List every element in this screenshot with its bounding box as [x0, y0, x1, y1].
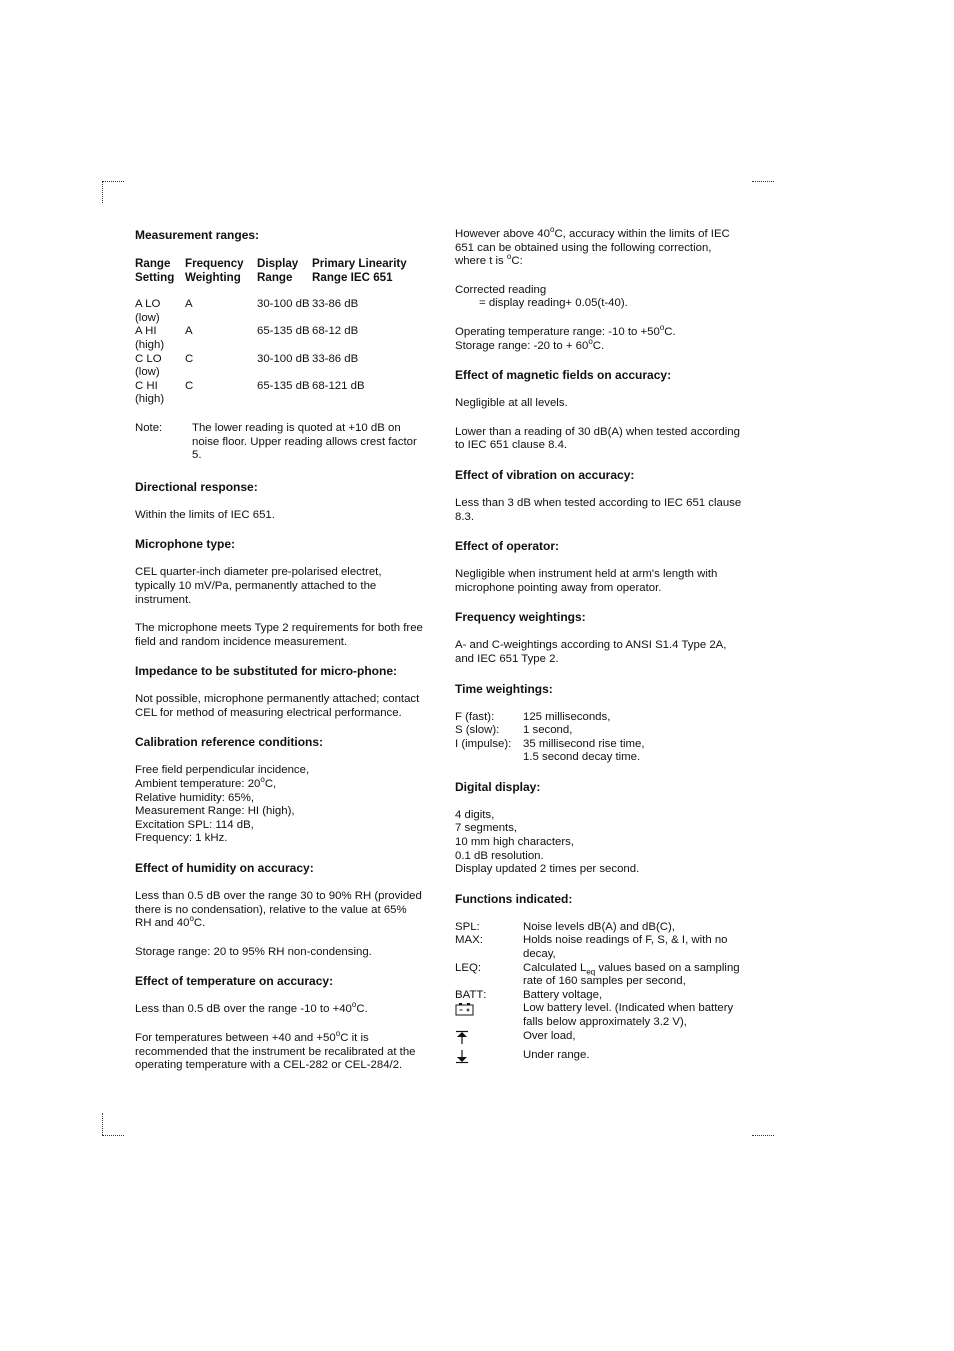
degree-mark: o	[549, 225, 555, 235]
text: Ambient temperature: 20	[135, 778, 261, 791]
term	[455, 751, 523, 765]
calibration-heading: Calibration reference conditions:	[135, 735, 324, 750]
frequency-weightings-text: A- and C-weightings according to ANSI S1.4 Type 2A, and IEC 651 Type 2.	[455, 639, 727, 665]
definition: Low battery level. (Indicated when battery falls below approximately 3.2 V),	[523, 1002, 734, 1028]
right-column	[455, 225, 745, 1069]
microphone-text-2: The microphone meets Type 2 requirements for both free field and random incidence measurement.	[135, 622, 423, 648]
measurement-heading: Measurement ranges:	[135, 228, 260, 242]
small-caps-text: EQ	[461, 961, 478, 974]
table-cell: 65-135 dB	[257, 325, 310, 338]
text: C it is recommended that the instrument be recalibrated at the operating temperature with a CEL-282 or CEL-284/2.	[135, 1032, 416, 1072]
text: L	[455, 961, 462, 974]
list-item	[455, 724, 745, 738]
measurement-table-body	[135, 298, 425, 407]
list-item	[455, 1049, 745, 1069]
time-weightings-list	[455, 711, 745, 765]
text: :	[476, 920, 480, 933]
text: :	[483, 988, 487, 1001]
text: Storage range: -20 to + 60	[455, 339, 589, 352]
text: M	[455, 934, 465, 947]
crop-mark-bottom-right-h	[752, 1135, 774, 1136]
directional-heading: Directional response:	[135, 479, 258, 494]
function-term-max	[455, 934, 523, 961]
humidity-text-2: Storage range: 20 to 95% RH non-condensing.	[135, 945, 372, 958]
function-term-spl	[455, 921, 523, 935]
list-item	[455, 738, 745, 752]
text: C.	[664, 325, 676, 338]
text: C.	[592, 339, 605, 352]
list-item	[455, 1030, 745, 1050]
operator-heading: Effect of operator:	[455, 539, 560, 554]
humidity-text-1	[135, 890, 425, 931]
col-header-weighting: Weighting	[185, 270, 241, 284]
impedance-heading: Impedance to be substituted for micro-phone:	[135, 664, 398, 679]
text: S	[455, 920, 463, 933]
table-cell: 33-86 dB	[312, 352, 359, 365]
calibration-conditions	[135, 764, 425, 846]
small-caps-text: PL	[195, 818, 210, 831]
overload-icon	[455, 1030, 523, 1050]
definition	[523, 962, 745, 989]
list-item	[455, 921, 745, 935]
definition: 125 milliseconds,	[523, 710, 611, 723]
temperature-correction-text	[455, 225, 745, 269]
degree-mark: o	[588, 336, 593, 346]
text: : 114 dB,	[209, 818, 254, 831]
impedance-text: Not possible, microphone permanently attached; contact CEL for method of measuring electrical performance.	[135, 693, 420, 719]
directional-text: Within the limits of IEC 651.	[135, 508, 275, 521]
microphone-heading: Microphone type:	[135, 537, 236, 552]
term: S (slow):	[455, 724, 500, 737]
list-item	[455, 934, 745, 961]
crop-mark-bottom-left-v	[102, 1113, 103, 1135]
text: C,	[264, 778, 277, 791]
crop-mark-top-right-h	[752, 181, 774, 182]
temperature-text-1	[135, 1000, 425, 1017]
table-cell: C LO (low)	[135, 352, 162, 379]
magnetic-text-2: Lower than a reading of 30 dB(A) when tested according to IEC 651 clause 8.4.	[455, 425, 740, 452]
calibration-line: Free field perpendicular incidence,	[135, 764, 310, 777]
term: I (impulse):	[455, 737, 512, 750]
list-item	[455, 962, 745, 989]
term: F (fast):	[455, 710, 495, 723]
measurement-note	[135, 422, 425, 463]
storage-range	[455, 336, 745, 354]
underrange-icon	[455, 1049, 523, 1069]
magnetic-heading: Effect of magnetic fields on accuracy:	[455, 368, 672, 383]
digital-display-list	[455, 809, 745, 877]
list-item	[455, 1002, 745, 1029]
calibration-line	[135, 775, 425, 792]
subscript: eq	[586, 966, 596, 976]
list-item: Display updated 2 times per second.	[455, 863, 640, 876]
degree-mark: o	[351, 1000, 357, 1010]
small-caps-text: ATT	[462, 988, 484, 1001]
table-cell: 33-86 dB	[312, 298, 359, 311]
microphone-text-1: CEL quarter-inch diameter pre-polarised electret, typically 10 mV/Pa, permanently attached to the instrument.	[135, 566, 382, 606]
col-header-range: Range	[135, 257, 171, 270]
text: For temperatures between +40 and +50	[135, 1032, 336, 1044]
text: :	[479, 934, 483, 947]
vibration-heading: Effect of vibration on accuracy:	[455, 467, 635, 482]
table-row	[135, 325, 425, 352]
battery-icon-svg	[455, 1002, 475, 1016]
text: Calculated L	[523, 961, 587, 974]
left-column	[135, 228, 425, 1088]
corrected-reading	[455, 284, 745, 311]
text: C:	[511, 255, 523, 268]
list-item: 10 mm high characters,	[455, 836, 575, 849]
table-cell: A	[185, 298, 193, 311]
definition: Under range.	[523, 1049, 590, 1062]
table-cell: 30-100 dB	[257, 298, 310, 311]
crop-mark-bottom-left-h	[102, 1135, 124, 1136]
text: C.	[356, 1003, 368, 1016]
col-header-range2: Range	[257, 270, 293, 284]
table-cell: 68-12 dB	[312, 325, 359, 338]
table-row	[135, 353, 425, 380]
vibration-text: Less than 3 dB when tested according to IEC 651 clause 8.3.	[455, 496, 742, 523]
list-item: 4 digits,	[455, 808, 495, 821]
text: Operating temperature range: -10 to +50	[455, 325, 660, 338]
definition: Holds noise readings of F, S, & I, with no decay,	[523, 934, 728, 961]
definition: 1 second,	[523, 724, 573, 737]
table-cell: 65-135 dB	[257, 379, 310, 392]
function-term-batt	[455, 989, 523, 1003]
temperature-ranges	[455, 323, 745, 353]
battery-icon	[455, 1002, 523, 1029]
small-caps-text: PL	[462, 920, 477, 933]
functions-list	[455, 921, 745, 1069]
col-header-iec: Range IEC 651	[312, 270, 393, 284]
calibration-line: Measurement Range: HI (high),	[135, 805, 295, 818]
definition: 1.5 second decay time.	[523, 751, 641, 764]
note-label: Note:	[135, 421, 163, 434]
table-row	[135, 298, 425, 325]
table-cell: C HI (high)	[135, 379, 165, 406]
time-weightings-heading: Time weightings:	[455, 681, 553, 696]
definition: Over load,	[523, 1029, 576, 1042]
col-header-frequency: Frequency	[185, 257, 244, 270]
definition: Noise levels dB(A) and dB(C),	[523, 920, 675, 933]
overload-icon-svg	[455, 1030, 469, 1045]
list-item	[455, 989, 745, 1003]
small-caps-text: AX	[464, 934, 480, 947]
text: :	[477, 961, 481, 974]
list-item	[455, 711, 745, 725]
degree-mark: o	[260, 775, 265, 785]
table-row	[135, 380, 425, 407]
crop-mark-top-left-h	[102, 181, 124, 182]
humidity-heading: Effect of humidity on accuracy:	[135, 861, 314, 876]
degree-mark: o	[189, 914, 194, 924]
text: C.	[193, 917, 206, 930]
underrange-icon-svg	[455, 1049, 469, 1064]
calibration-line	[135, 819, 425, 833]
text: Less than 0.5 dB over the range 30 to 90% RH (provided there is no condensation), relative to the value at 65% RH and 40	[135, 890, 422, 930]
list-item	[455, 751, 745, 765]
crop-mark-top-left-v	[102, 181, 103, 203]
table-cell: C	[185, 352, 194, 365]
table-cell: 30-100 dB	[257, 352, 310, 365]
measurement-table-header	[135, 257, 425, 284]
table-cell: A	[185, 325, 193, 338]
correction-formula: = display reading+ 0.05(t-40).	[479, 297, 628, 310]
table-cell: A HI (high)	[135, 325, 165, 351]
table-cell: A LO (low)	[135, 298, 161, 324]
magnetic-text-1: Negligible at all levels.	[455, 397, 568, 410]
calibration-line: Frequency: 1 kHz.	[135, 832, 228, 845]
list-item: 7 segments,	[455, 822, 518, 835]
col-header-linearity: Primary Linearity	[312, 257, 407, 270]
text: Excitation S	[135, 818, 196, 831]
note-text: The lower reading is quoted at +10 dB on noise floor. Upper reading allows crest factor 5.	[192, 421, 417, 462]
text: values based on a sampling rate of 160 samples per second,	[523, 961, 740, 988]
corrected-label: Corrected reading	[455, 283, 547, 296]
table-cell: 68-121 dB	[312, 379, 365, 392]
table-cell: C	[185, 379, 194, 392]
calibration-line: Relative humidity: 65%,	[135, 791, 255, 804]
digital-display-heading: Digital display:	[455, 779, 541, 794]
text: However above 40	[455, 228, 550, 240]
definition: 35 millisecond rise time,	[523, 737, 645, 750]
functions-heading: Functions indicated:	[455, 891, 573, 906]
col-header-display: Display	[257, 257, 299, 270]
text: C, accuracy within the limits of IEC 651 can be obtained using the following correction, where t is	[455, 228, 730, 268]
operating-range	[455, 323, 745, 340]
col-header-setting: Setting	[135, 270, 175, 284]
frequency-weightings-heading: Frequency weightings:	[455, 610, 586, 625]
text: Less than 0.5 dB over the range -10 to +40	[135, 1003, 352, 1016]
temperature-heading: Effect of temperature on accuracy:	[135, 974, 334, 989]
degree-mark: o	[506, 252, 512, 262]
operator-text: Negligible when instrument held at arm's length with microphone pointing away from operator.	[455, 568, 718, 594]
definition: Battery voltage,	[523, 988, 603, 1001]
degree-mark: o	[659, 323, 665, 333]
list-item: 0.1 dB resolution.	[455, 849, 544, 862]
function-term-leq	[455, 962, 523, 989]
temperature-text-2	[135, 1029, 425, 1073]
text: B	[455, 988, 463, 1001]
degree-mark: o	[335, 1029, 341, 1039]
